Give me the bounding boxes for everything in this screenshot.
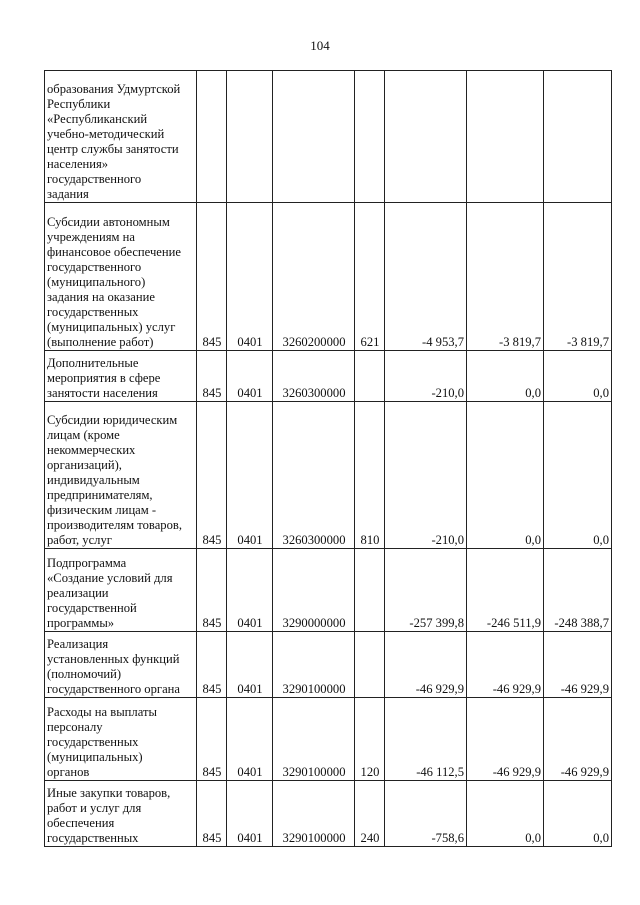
table-row [45,632,612,698]
expense-type-code: 810 [355,402,385,549]
amount-3 [544,71,612,203]
expense-type-code: 120 [355,698,385,781]
amount-1: -46 929,9 [385,632,467,698]
row-name: Иные закупки товаров, работ и услуг для обеспечения государственных [45,781,197,847]
amount-1: -46 112,5 [385,698,467,781]
target-article-code: 3260300000 [273,351,355,402]
target-article-code: 3290100000 [273,632,355,698]
amount-3: 0,0 [544,781,612,847]
ministry-code [197,71,227,203]
amount-2: 0,0 [467,781,544,847]
target-article-code: 3290100000 [273,781,355,847]
amount-3: -248 388,7 [544,549,612,632]
ministry-code: 845 [197,698,227,781]
ministry-code: 845 [197,402,227,549]
row-name: Подпрограмма «Создание условий для реализации государственной программы» [45,549,197,632]
section-code: 0401 [227,402,273,549]
budget-table [44,70,612,847]
amount-1 [385,71,467,203]
row-name: Дополнительные мероприятия в сфере занятости населения [45,351,197,402]
amount-3: -3 819,7 [544,203,612,351]
target-article-code: 3260200000 [273,203,355,351]
section-code: 0401 [227,698,273,781]
amount-3: -46 929,9 [544,698,612,781]
ministry-code: 845 [197,203,227,351]
amount-1: -257 399,8 [385,549,467,632]
ministry-code: 845 [197,549,227,632]
row-name: Расходы на выплаты персоналу государственных (муниципальных) органов [45,698,197,781]
expense-type-code: 240 [355,781,385,847]
target-article-code: 3260300000 [273,402,355,549]
table-row [45,351,612,402]
row-name: Субсидии юридическим лицам (кроме некоммерческих организаций), индивидуальным предпринимателям, физическим лицам - производителям товаров, работ, услуг [45,402,197,549]
amount-1: -4 953,7 [385,203,467,351]
amount-1: -210,0 [385,402,467,549]
amount-2: -46 929,9 [467,632,544,698]
row-name: Субсидии автономным учреждениям на финансовое обеспечение государственного (муниципального) задания на оказание государственных (муниципальных) услуг (выполнение работ) [45,203,197,351]
row-name: образования Удмуртской Республики «Республиканский учебно-методический центр службы занятости населения» государственного задания [45,71,197,203]
table-row [45,698,612,781]
row-name: Реализация установленных функций (полномочий) государственного органа [45,632,197,698]
page-number: 104 [310,38,330,53]
expense-type-code: 621 [355,203,385,351]
section-code: 0401 [227,203,273,351]
target-article-code [273,71,355,203]
amount-3: -46 929,9 [544,632,612,698]
expense-type-code [355,632,385,698]
ministry-code: 845 [197,351,227,402]
table-row [45,781,612,847]
section-code [227,71,273,203]
section-code: 0401 [227,632,273,698]
amount-2: -3 819,7 [467,203,544,351]
amount-1: -210,0 [385,351,467,402]
section-code: 0401 [227,549,273,632]
amount-3: 0,0 [544,351,612,402]
target-article-code: 3290000000 [273,549,355,632]
expense-type-code [355,549,385,632]
section-code: 0401 [227,781,273,847]
table-row [45,549,612,632]
expense-type-code [355,351,385,402]
amount-2: -46 929,9 [467,698,544,781]
amount-2: -246 511,9 [467,549,544,632]
ministry-code: 845 [197,781,227,847]
amount-2: 0,0 [467,402,544,549]
table-row [45,71,612,203]
target-article-code: 3290100000 [273,698,355,781]
expense-type-code [355,71,385,203]
amount-2: 0,0 [467,351,544,402]
section-code: 0401 [227,351,273,402]
table-row [45,402,612,549]
amount-1: -758,6 [385,781,467,847]
table-row [45,203,612,351]
amount-3: 0,0 [544,402,612,549]
amount-2 [467,71,544,203]
ministry-code: 845 [197,632,227,698]
